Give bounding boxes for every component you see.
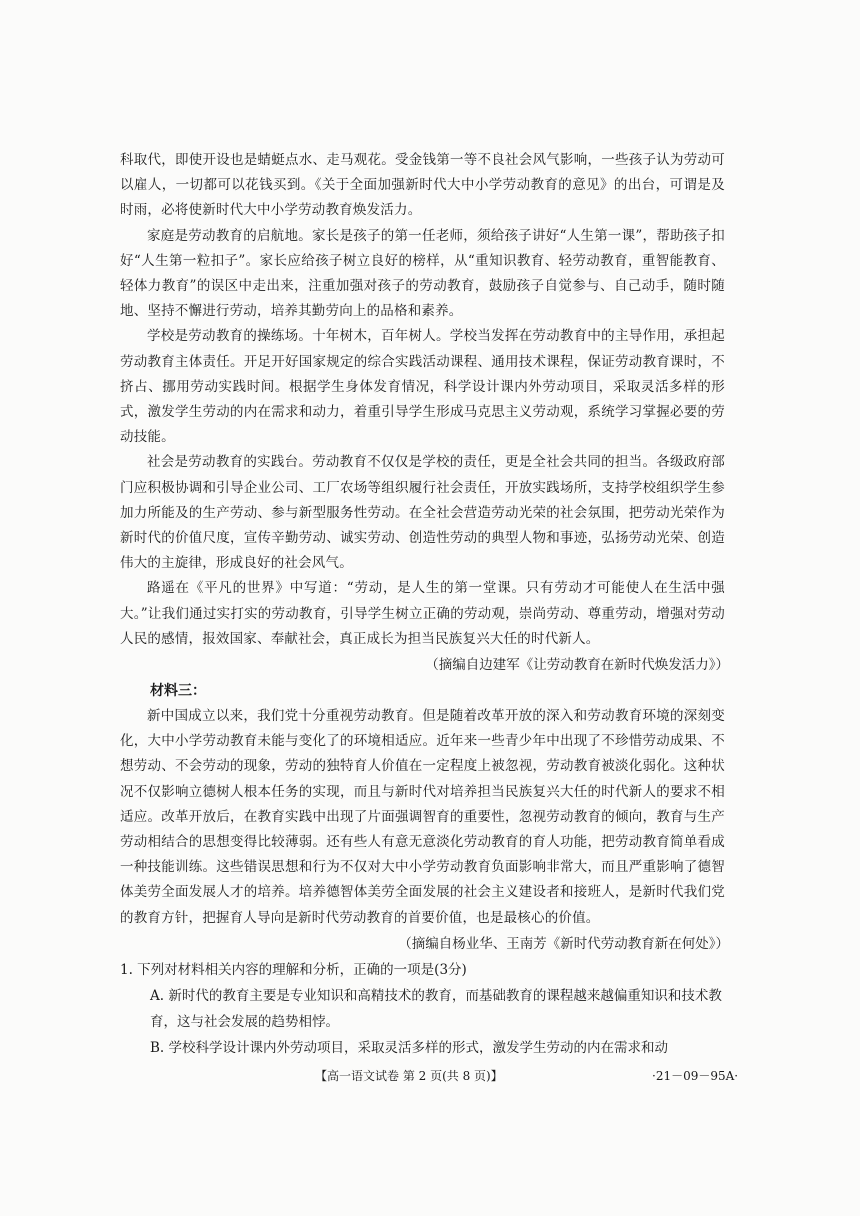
question-1-stem: 1. 下列对材料相关内容的理解和分析，正确的一项是(3分): [120, 961, 467, 978]
paragraph-school: 学校是劳动教育的操练场。十年树木，百年树人。学校当发挥在劳动教育中的主导作用，承担起劳动教育主体责任。开足开好国家规定的综合实践活动课程、通用技术课程，保证劳动教育课时，不挤占、挪用劳动实践时间。根据学生身体发育情况，科学设计课内外劳动项目，采取灵活多样的形式，激发学生劳动的内在需求和动力，着重引导学生形成马克思主义劳动观，系统学习掌握必要的劳动技能。: [120, 328, 725, 446]
footer-page-label: 【高一语文试卷 第 2 页(共 8 页)】: [315, 1069, 503, 1083]
source-citation-3: （摘编自杨业华、王南芳《新时代劳动教育新在何处》）: [398, 935, 729, 952]
paragraph-family: 家庭是劳动教育的启航地。家长是孩子的第一任老师，须给孩子讲好“人生第一课”，帮助孩子扣好“人生第一粒扣子”。家长应给孩子树立良好的榜样，从“重知识教育、轻劳动教育，重智能教育、轻体力教育”的误区中走出来，注重加强对孩子的劳动教育，鼓励孩子自觉参与、自己动手，随时随地、坚持不懈进行劳动，培养其勤劳向上的品格和素养。: [120, 227, 725, 320]
page-footer: [0, 1067, 860, 1087]
option-a: A. 新时代的教育主要是专业知识和高精技术的教育，而基础教育的课程越来越偏重知识和技术教育，这与社会发展的趋势相悖。: [150, 987, 722, 1030]
page-body: [120, 148, 729, 1061]
option-b: B. 学校科学设计课内外劳动项目，采取灵活多样的形式，激发学生劳动的内在需求和动: [150, 1039, 669, 1056]
material3-text: 新中国成立以来，我们党十分重视劳动教育。但是随着改革开放的深入和劳动教育环境的深刻变化，大中小学劳动教育未能与变化了的环境相适应。近年来一些青少年中出现了不珍惜劳动成果、不想劳动、不会劳动的现象，劳动的独特育人价值在一定程度上被忽视，劳动教育被淡化弱化。这种状况不仅影响立德树人根本任务的实现，而且与新时代对培养担当民族复兴大任的时代新人的要求不相适应。改革开放后，在教育实践中出现了片面强调智育的重要性，忽视劳动教育的倾向，教育与生产劳动相结合的思想变得比较薄弱。还有些人有意无意淡化劳动教育的育人功能，把劳动教育简单看成一种技能训练。这些错误思想和行为不仅对大中小学劳动教育负面影响非常大，而且严重影响了德智体美劳全面发展人才的培养。培养德智体美劳全面发展的社会主义建设者和接班人，是新时代我们党的教育方针，把握育人导向是新时代劳动教育的首要价值，也是最核心的价值。: [120, 708, 725, 926]
material3-heading: 材料三：: [150, 683, 206, 700]
source-citation-2: （摘编自边建军《让劳动教育在新时代焕发活力》）: [425, 657, 729, 674]
paragraph-continuation: 科取代，即使开设也是蜻蜓点水、走马观花。受金钱第一等不良社会风气影响，一些孩子认为劳动可以雇人，一切都可以花钱买到。《关于全面加强新时代大中小学劳动教育的意见》的出台，可谓是及时雨，必将使新时代大中小学劳动教育焕发活力。: [120, 152, 725, 219]
footer-exam-code: ·21－09－95A·: [652, 1069, 739, 1083]
paragraph-society: 社会是劳动教育的实践台。劳动教育不仅仅是学校的责任，更是全社会共同的担当。各级政府部门应积极协调和引导企业公司、工厂农场等组织履行社会责任，开放实践场所，支持学校组织学生参加力所能及的生产劳动、参与新型服务性劳动。在全社会营造劳动光荣的社会氛围，把劳动光荣作为新时代的价值尺度，宣传辛勤劳动、诚实劳动、创造性劳动的典型人物和事迹，弘扬劳动光荣、创造伟大的主旋律，形成良好的社会风气。: [120, 454, 725, 572]
paragraph-conclusion: 路遥在《平凡的世界》中写道：“劳动，是人生的第一堂课。只有劳动才可能使人在生活中强大。”让我们通过实打实的劳动教育，引导学生树立正确的劳动观，崇尚劳动、尊重劳动，增强对劳动人民的感情，报效国家、奉献社会，真正成长为担当民族复兴大任的时代新人。: [120, 580, 725, 647]
